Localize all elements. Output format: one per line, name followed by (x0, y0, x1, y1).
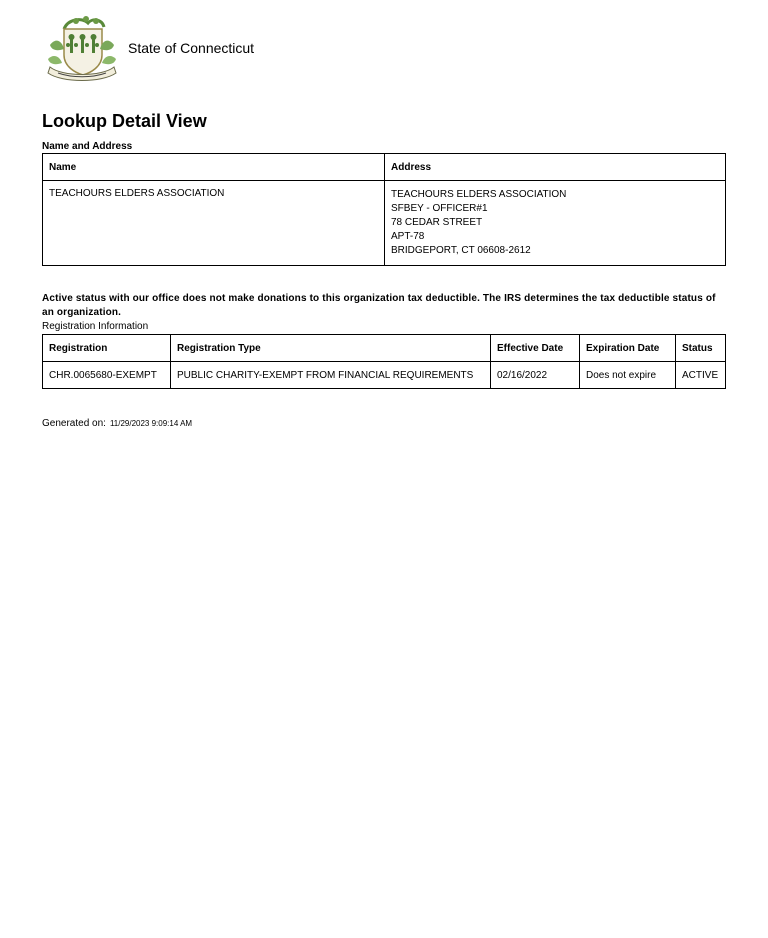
registration-section-label: Registration Information (42, 321, 149, 332)
column-header-name: Name (43, 154, 385, 181)
page-header (42, 14, 254, 84)
connecticut-state-seal-icon (42, 15, 122, 83)
table-header-row (43, 154, 726, 181)
name-address-table (42, 153, 726, 266)
registration-type: PUBLIC CHARITY-EXEMPT FROM FINANCIAL REQUIREMENTS (171, 362, 491, 389)
column-header-expiration-date: Expiration Date (580, 335, 676, 362)
address-line: TEACHOURS ELDERS ASSOCIATION (391, 189, 567, 200)
column-header-address: Address (385, 154, 726, 181)
generated-timestamp: 11/29/2023 9:09:14 AM (109, 419, 193, 428)
tax-deductible-notice: Active status with our office does not make donations to this organization tax deductible. The IRS determines the tax deductible status of an organization. (42, 293, 716, 318)
name-address-section-label: Name and Address (42, 141, 133, 152)
table-row (43, 362, 726, 389)
organization-address (385, 181, 726, 266)
generated-label: Generated on: (42, 418, 106, 429)
page-title: Lookup Detail View (42, 111, 207, 131)
registration-status: ACTIVE (676, 362, 726, 389)
column-header-registration: Registration (43, 335, 171, 362)
column-header-status: Status (676, 335, 726, 362)
agency-name: State of Connecticut (128, 40, 255, 56)
organization-name: TEACHOURS ELDERS ASSOCIATION (43, 181, 385, 266)
effective-date: 02/16/2022 (491, 362, 580, 389)
address-line: 78 CEDAR STREET (391, 217, 483, 228)
expiration-date: Does not expire (580, 362, 676, 389)
table-row (43, 181, 726, 266)
generated-on (42, 418, 192, 429)
column-header-effective-date: Effective Date (491, 335, 580, 362)
table-header-row (43, 335, 726, 362)
registration-number: CHR.0065680-EXEMPT (43, 362, 171, 389)
address-line: SFBEY - OFFICER#1 (391, 203, 488, 214)
address-line: APT-78 (391, 231, 425, 242)
column-header-registration-type: Registration Type (171, 335, 491, 362)
address-line: BRIDGEPORT, CT 06608-2612 (391, 245, 531, 256)
registration-table (42, 334, 726, 389)
